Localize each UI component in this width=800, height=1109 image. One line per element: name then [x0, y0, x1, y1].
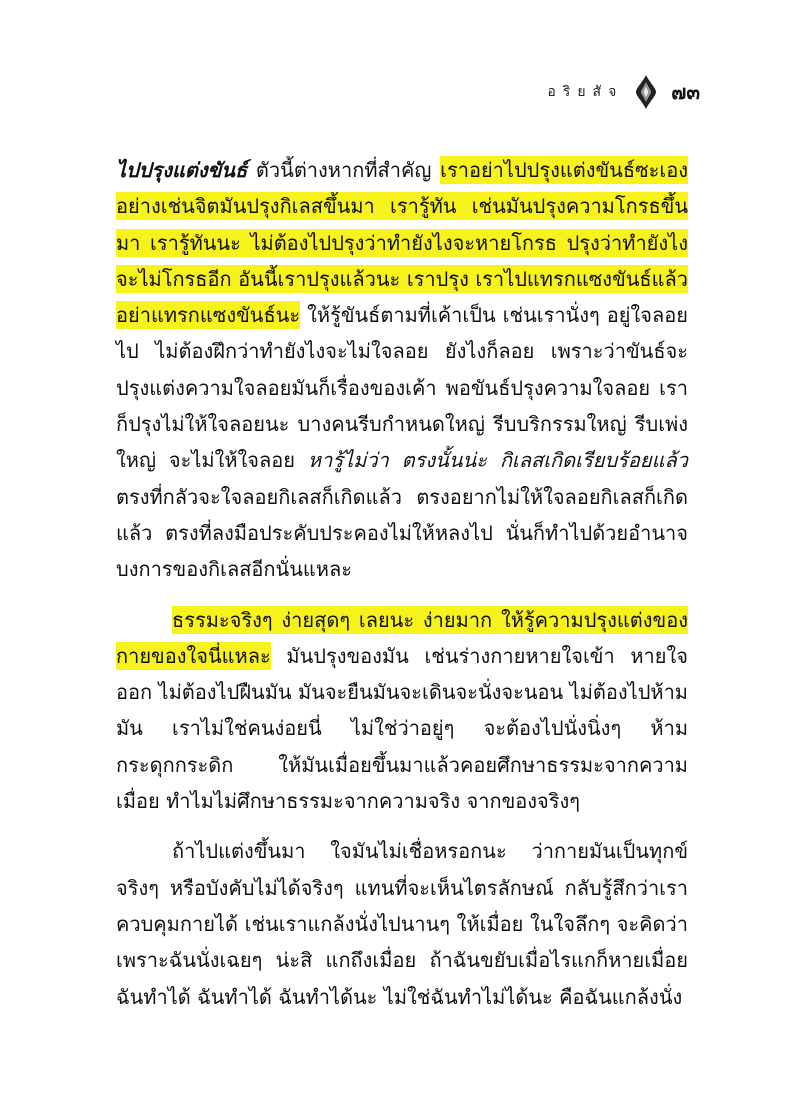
running-title: อริยสัจ	[547, 84, 624, 100]
page-header	[547, 74, 700, 110]
page-number: ๗๓	[671, 80, 700, 104]
paragraph-2	[116, 602, 688, 820]
diamond-ornament-icon	[635, 74, 657, 110]
paragraph-1	[116, 152, 688, 588]
text-segment: ถ้าไปแต่งขึ้นมา ใจมันไม่เชื่อหรอกนะ ว่ากายมันเป็นทุกข์จริงๆ หรือบังคับไม่ได้จริงๆ แทนที่จะเห็นไตรลักษณ์ กลับรู้สึกว่าเราควบคุมกายได้ เช่นเราแกล้งนั่งไปนานๆ ให้เมื่อย ในใจลึกๆ จะคิดว่าเพราะฉันนั่งเฉยๆ น่ะสิ แกถึงเมื่อย ถ้าฉันขยับเมื่อไรแกก็หายเมื่อย ฉันทำได้ ฉันทำได้ ฉันทำได้นะ ไม่ใช่ฉันทำไม่ได้นะ คือฉันแกล้งนั่ง	[116, 839, 688, 1009]
emphasis-term: ไปปรุงแต่งขันธ์	[116, 158, 248, 182]
highlighted-text: ธรรมะจริงๆ ง่ายสุดๆ เลยนะ ง่ายมาก ให้รู้ความปรุงแต่งของกายของใจนี่แหละ	[116, 607, 688, 668]
highlighted-text: เราอย่าไปปรุงแต่งขันธ์ซะเอง อย่างเช่นจิตมันปรุงกิเลสขึ้นมา เรารู้ทัน เช่นมันปรุงความโกรธขึ้นมา เรารู้ทันนะ ไม่ต้องไปปรุงว่าทำยังไงจะหายโกรธ ปรุงว่าทำยังไงจะไม่โกรธอีก อันนี้เราปรุงแล้วนะ เราปรุง เราไปแทรกแซงขันธ์แล้ว อย่าแทรกแซงขันธ์นะ	[116, 158, 688, 328]
text-segment: ตัวนี้ต่างหากที่สำคัญ	[247, 158, 441, 182]
text-segment: มันปรุงของมัน เช่นร่างกายหายใจเข้า หายใจออก ไม่ต้องไปฝืนมัน มันจะยืนมันจะเดินจะนั่งจะนอน ไม่ต้องไปห้ามมัน เราไม่ใช่คนง่อยนี่ ไม่ใช่ว่าอยู่ๆ จะต้องไปนั่งนิ่งๆ ห้ามกระดุกกระดิก ให้มันเมื่อยขึ้นมาแล้วคอยศึกษาธรรมะจากความเมื่อย ทำไมไม่ศึกษาธรรมะจากความจริง จากของจริงๆ	[116, 643, 688, 814]
text-segment: ให้รู้ขันธ์ตามที่เค้าเป็น เช่นเรานั่งๆ อยู่ใจลอยไป ไม่ต้องฝึกว่าทำยังไงจะไม่ใจลอย ยังไงก็ลอย เพราะว่าขันธ์จะปรุงแต่งความใจลอยมันก็เรื่องของเค้า พอขันธ์ปรุงความใจลอย เราก็ปรุงไม่ให้ใจลอยนะ บางคนรีบกำหนดใหญ่ รีบบริกรรมใหญ่ รีบเพ่งใหญ่ จะไม่ให้ใจลอย	[116, 303, 688, 473]
paragraph-3	[116, 833, 688, 1014]
italic-text: หารู้ไม่ว่า ตรงนั้นน่ะ กิเลสเกิดเรียบร้อยแล้ว	[307, 448, 688, 473]
page-body	[116, 152, 688, 1029]
text-segment: ตรงที่กลัวจะใจลอยกิเลสก็เกิดแล้ว ตรงอยากไม่ให้ใจลอยกิเลสก็เกิดแล้ว ตรงที่ลงมือประคับประคองไม่ให้หลงไป นั่นก็ทำไปด้วยอำนาจบงการของกิเลสอีกนั่นแหละ	[116, 484, 688, 582]
